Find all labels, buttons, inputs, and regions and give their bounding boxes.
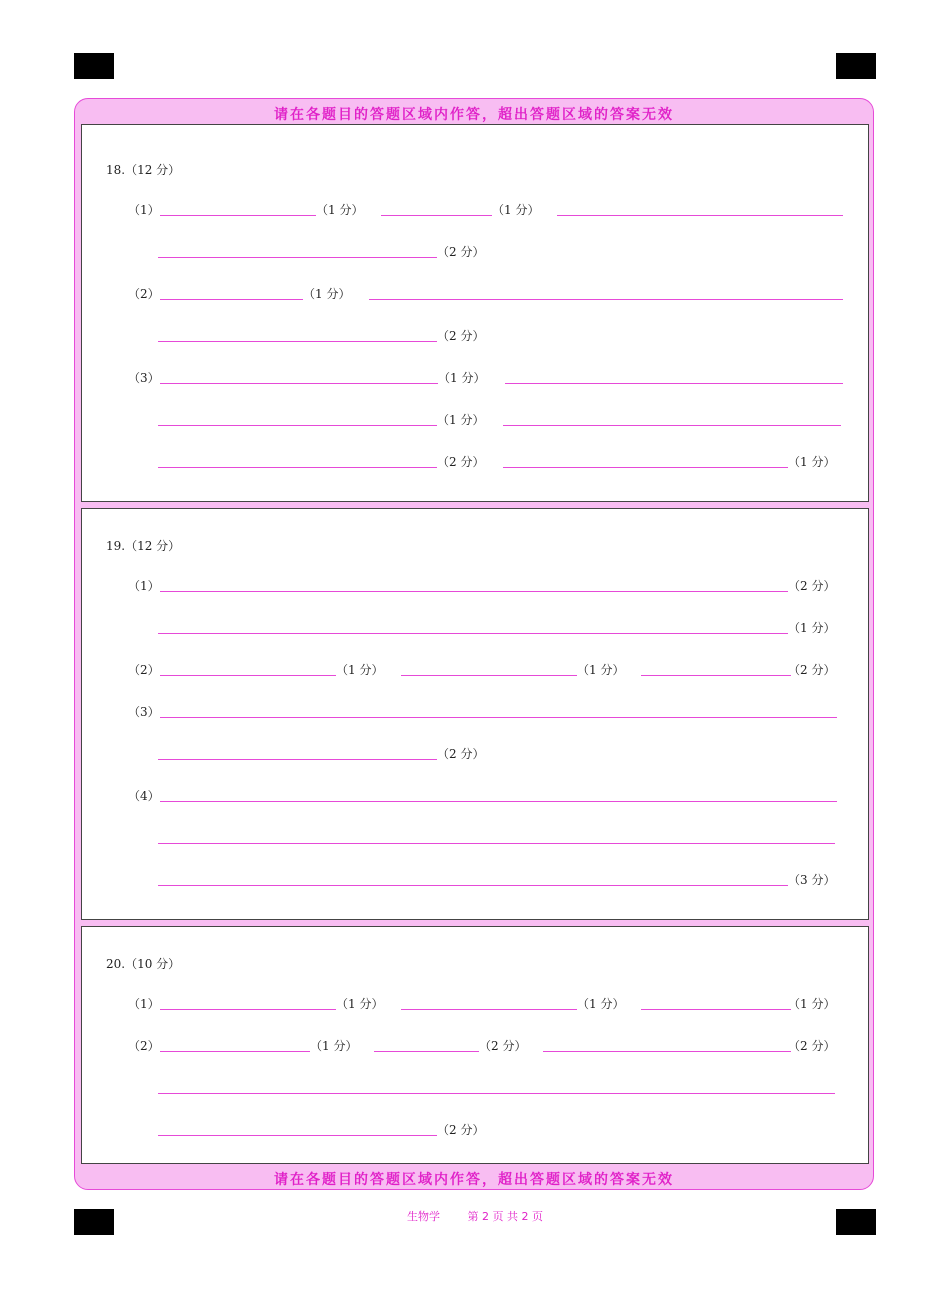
q20-1-blank-b[interactable] (401, 1009, 577, 1010)
q20-2-blank-c[interactable] (543, 1051, 791, 1052)
q20-2-blank-d[interactable] (158, 1093, 835, 1094)
q19-2-blank-c[interactable] (641, 675, 791, 676)
alignment-mark-top-right (836, 53, 876, 79)
q18-3-blank-b[interactable] (505, 383, 843, 384)
q20-2-blank-e[interactable] (158, 1135, 437, 1136)
q18-3-score-d: （1 分） (788, 455, 836, 469)
q18-1-blank-c[interactable] (557, 215, 843, 216)
q18-3-blank-f[interactable] (503, 467, 788, 468)
q20-part2-label: （2） (128, 1039, 160, 1053)
q18-3-blank-c[interactable] (158, 425, 437, 426)
q18-1-blank-b[interactable] (381, 215, 492, 216)
q19-1-blank-b[interactable] (158, 633, 788, 634)
q18-2-blank-a[interactable] (160, 299, 303, 300)
q18-3-blank-e[interactable] (158, 467, 437, 468)
q19-1-score-a: （2 分） (788, 579, 836, 593)
q20-2-score-a: （1 分） (310, 1039, 358, 1053)
q19-2-score-c: （2 分） (788, 663, 836, 677)
q18-3-score-b: （1 分） (437, 413, 485, 427)
q20-2-score-c: （2 分） (788, 1039, 836, 1053)
top-banner: 请在各题目的答题区域内作答，超出答题区域的答案无效 (274, 107, 674, 123)
page-footer (0, 1208, 950, 1224)
q19-part1-label: （1） (128, 579, 160, 593)
q18-1-score-b: （1 分） (492, 203, 540, 217)
question-18-panel (81, 124, 869, 502)
question-19-panel (81, 508, 869, 920)
question-20-title: 20.（10 分） (106, 957, 181, 971)
question-19-title: 19.（12 分） (106, 539, 181, 553)
q20-1-blank-c[interactable] (641, 1009, 791, 1010)
q18-3-blank-a[interactable] (160, 383, 438, 384)
q19-1-score-b: （1 分） (788, 621, 836, 635)
q19-part4-label: （4） (128, 789, 160, 803)
question-18-title: 18.（12 分） (106, 163, 181, 177)
q20-1-score-c: （1 分） (788, 997, 836, 1011)
q18-3-score-c: （2 分） (437, 455, 485, 469)
q18-1-blank-d[interactable] (158, 257, 437, 258)
q18-2-blank-c[interactable] (158, 341, 437, 342)
q19-3-blank-a[interactable] (160, 717, 837, 718)
q20-2-blank-b[interactable] (374, 1051, 479, 1052)
footer-subject: 生物学 (407, 1210, 440, 1223)
q20-2-score-b: （2 分） (479, 1039, 527, 1053)
question-20-panel (81, 926, 869, 1164)
q18-2-score-a: （1 分） (303, 287, 351, 301)
q19-4-blank-c[interactable] (158, 885, 788, 886)
q19-part3-label: （3） (128, 705, 160, 719)
q18-part1-label: （1） (128, 203, 160, 217)
q20-1-score-a: （1 分） (336, 997, 384, 1011)
q19-1-blank-a[interactable] (160, 591, 788, 592)
q18-2-blank-b[interactable] (369, 299, 843, 300)
footer-page-number: 第 2 页 共 2 页 (467, 1210, 543, 1223)
q19-3-blank-b[interactable] (158, 759, 437, 760)
q18-1-score-a: （1 分） (316, 203, 364, 217)
q19-3-score-a: （2 分） (437, 747, 485, 761)
q20-2-blank-a[interactable] (160, 1051, 310, 1052)
q20-2-score-d: （2 分） (437, 1123, 485, 1137)
q19-4-blank-b[interactable] (158, 843, 835, 844)
q18-3-score-a: （1 分） (438, 371, 486, 385)
q18-part3-label: （3） (128, 371, 160, 385)
q19-2-blank-b[interactable] (401, 675, 577, 676)
alignment-mark-top-left (74, 53, 114, 79)
q20-part1-label: （1） (128, 997, 160, 1011)
q19-4-blank-a[interactable] (160, 801, 837, 802)
q18-part2-label: （2） (128, 287, 160, 301)
bottom-banner: 请在各题目的答题区域内作答，超出答题区域的答案无效 (274, 1172, 674, 1188)
q19-2-blank-a[interactable] (160, 675, 336, 676)
q18-2-score-b: （2 分） (437, 329, 485, 343)
q19-part2-label: （2） (128, 663, 160, 677)
q20-1-score-b: （1 分） (577, 997, 625, 1011)
q19-4-score-a: （3 分） (788, 873, 836, 887)
q18-1-score-c: （2 分） (437, 245, 485, 259)
q19-2-score-a: （1 分） (336, 663, 384, 677)
q18-3-blank-d[interactable] (503, 425, 841, 426)
q20-1-blank-a[interactable] (160, 1009, 336, 1010)
q18-1-blank-a[interactable] (160, 215, 316, 216)
q19-2-score-b: （1 分） (577, 663, 625, 677)
